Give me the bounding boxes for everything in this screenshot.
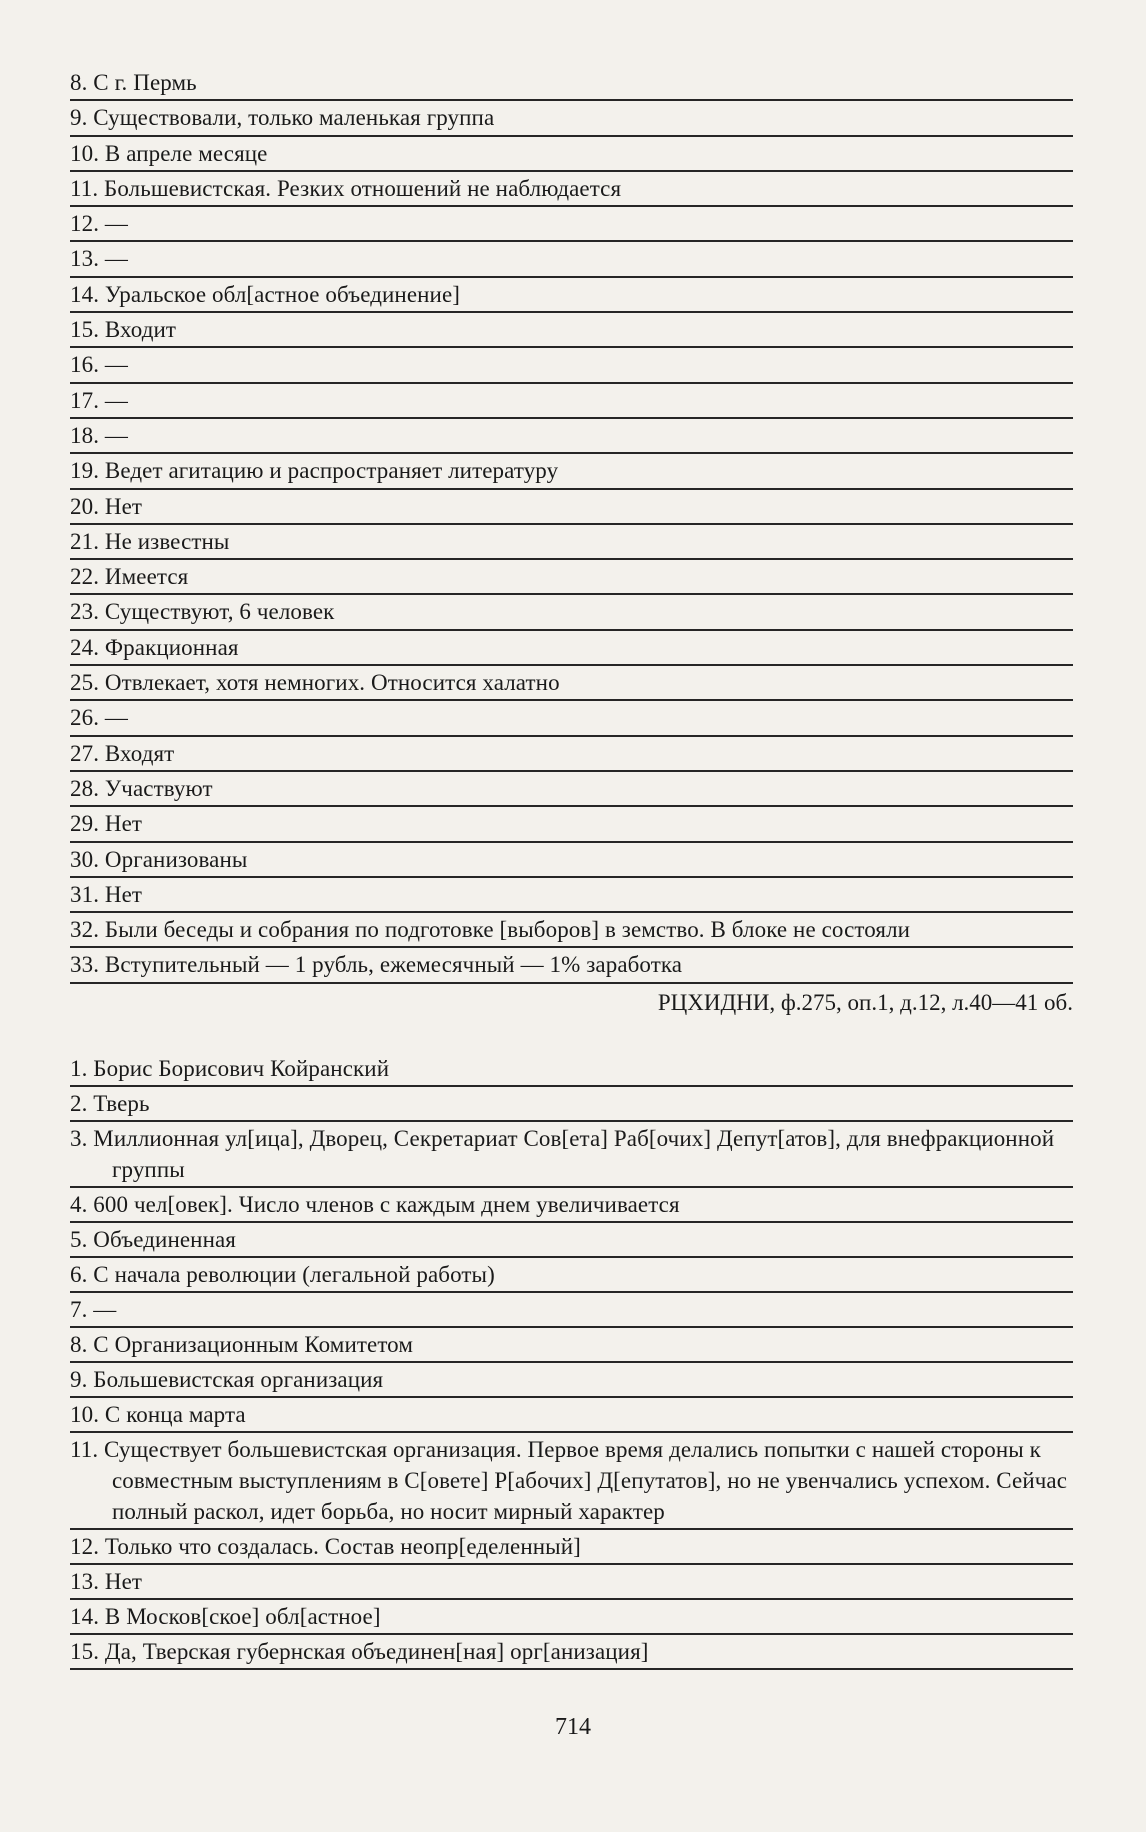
- answer-row: 15. Да, Тверская губернская объединен[ная] орг[анизация]: [70, 1635, 1073, 1670]
- answer-row: 4. 600 чел[овек]. Число членов с каждым днем увеличивается: [70, 1188, 1073, 1223]
- answers-list-tver: [70, 1052, 1073, 1670]
- answer-row: 32. Были беседы и собрания по подготовке [выборов] в земство. В блоке не состояли: [70, 913, 1073, 948]
- answer-row: 8. С Организационным Комитетом: [70, 1328, 1073, 1363]
- answer-row: 18. —: [70, 419, 1073, 454]
- answer-row: 16. —: [70, 348, 1073, 383]
- answer-row: 23. Существуют, 6 человек: [70, 595, 1073, 630]
- answer-row: 17. —: [70, 384, 1073, 419]
- answer-row: 2. Тверь: [70, 1087, 1073, 1122]
- answer-row: 33. Вступительный — 1 рубль, ежемесячный — 1% заработка: [70, 948, 1073, 983]
- answer-row: 21. Не известны: [70, 525, 1073, 560]
- page-number: 714: [555, 1714, 591, 1740]
- answer-row: 9. Существовали, только маленькая группа: [70, 101, 1073, 136]
- answer-row: 14. В Москов[ское] обл[астное]: [70, 1600, 1073, 1635]
- answer-row: 6. С начала революции (легальной работы): [70, 1258, 1073, 1293]
- answer-row: 25. Отвлекает, хотя немногих. Относится халатно: [70, 666, 1073, 701]
- answer-row: 19. Ведет агитацию и распространяет литературу: [70, 454, 1073, 489]
- answer-row: 1. Борис Борисович Койранский: [70, 1052, 1073, 1087]
- answer-row: 29. Нет: [70, 807, 1073, 842]
- answer-row: 14. Уральское обл[астное объединение]: [70, 278, 1073, 313]
- answer-row: 27. Входят: [70, 737, 1073, 772]
- answer-row: 26. —: [70, 701, 1073, 736]
- answer-row: 12. Только что создалась. Состав неопр[еделенный]: [70, 1530, 1073, 1565]
- answer-row: 10. В апреле месяце: [70, 137, 1073, 172]
- answer-row: 9. Большевистская организация: [70, 1363, 1073, 1398]
- answer-row: 31. Нет: [70, 878, 1073, 913]
- archive-citation: РЦХИДНИ, ф.275, оп.1, д.12, л.40—41 об.: [657, 990, 1073, 1015]
- answer-row: 20. Нет: [70, 490, 1073, 525]
- answer-row: 15. Входит: [70, 313, 1073, 348]
- answer-row: 12. —: [70, 207, 1073, 242]
- answers-list-perm: [70, 66, 1073, 984]
- answer-row: 28. Участвуют: [70, 772, 1073, 807]
- answer-row: 11. Большевистская. Резких отношений не наблюдается: [70, 172, 1073, 207]
- answer-row: 8. С г. Пермь: [70, 66, 1073, 101]
- answer-row: 10. С конца марта: [70, 1398, 1073, 1433]
- answer-row: 22. Имеется: [70, 560, 1073, 595]
- answer-row: 11. Существует большевистская организация. Первое время делались попытки с нашей стороны к совместным выступлениям в С[овете] Р[абочих] Д[епутатов], но не увенчались успехом. Сейчас полный раскол, идет борьба, но носит мирный характер: [70, 1433, 1073, 1530]
- answer-row: 13. Нет: [70, 1565, 1073, 1600]
- answer-row: 24. Фракционная: [70, 631, 1073, 666]
- answer-row: 13. —: [70, 242, 1073, 277]
- answer-row: 7. —: [70, 1293, 1073, 1328]
- answer-row: 5. Объединенная: [70, 1223, 1073, 1258]
- answer-row: 30. Организованы: [70, 843, 1073, 878]
- answer-row: 3. Миллионная ул[ица], Дворец, Секретариат Сов[ета] Раб[очих] Депут[атов], для внефракционной группы: [70, 1122, 1073, 1188]
